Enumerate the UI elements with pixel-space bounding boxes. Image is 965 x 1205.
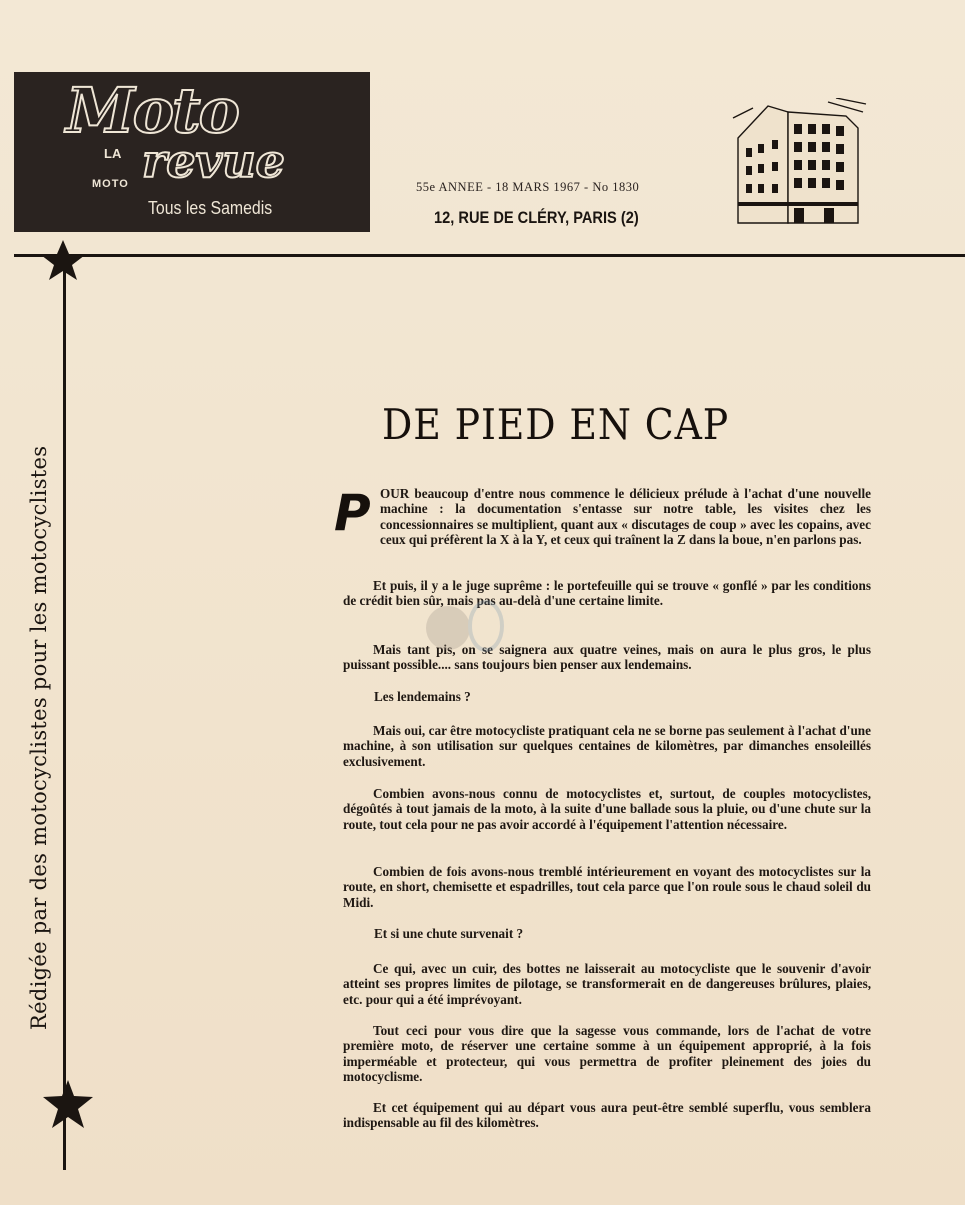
paragraph-7: Combien de fois avons-nous tremblé intérieurement en voyant des motocyclistes sur la route, en short, chemisette et espadrilles, tout cela parce que l'on roule sous le chaud soleil du Midi.: [343, 864, 871, 910]
publisher-address: 12, RUE DE CLÉRY, PARIS (2): [434, 208, 639, 227]
header-rule: [14, 254, 965, 257]
paragraph-11: Et cet équipement qui au départ vous aura peut-être semblé superflu, vous semblera indispensable au fil des kilomètres.: [343, 1100, 871, 1131]
paragraph-10: Tout ceci pour vous dire que la sagesse vous commande, lors de l'achat de votre première moto, de réserver une certaine somme à un équipement approprié, à la fois imperméable et protecteur, qui vous permettra de profiter pleinement des joies du motocyclisme.: [343, 1023, 871, 1085]
logo-word-moto: Moto: [66, 74, 238, 147]
issue-info: 55e ANNEE - 18 MARS 1967 - No 1830: [416, 180, 640, 194]
logo-word-revue: revue: [142, 134, 285, 188]
sidebar-rule: [63, 262, 66, 1170]
star-ornament-top: [38, 238, 88, 282]
paragraph-1: OUR beaucoup d'entre nous commence le délicieux prélude à l'achat d'une nouvelle machine : la documentation s'entasse sur notre table, les visites chez les concessionnaires se multiplient, quant aux « discutages de coup » avec les copains, avec ceux qui préfèrent la X à la Y, et ceux qui traînent la Z dans la boue, n'en parlons pas.: [380, 486, 871, 548]
logo-word-la: LA: [104, 146, 122, 161]
paragraph-3: Mais tant pis, on se saignera aux quatre veines, mais on aura le plus gros, le plus puissant possible.... sans toujours bien penser aux lendemains.: [343, 642, 871, 673]
masthead-logo: [14, 72, 370, 232]
paragraph-5: Mais oui, car être motocycliste pratiquant cela ne se borne pas seulement à l'achat d'une machine, à son utilisation sur quelques centaines de kilomètres, par dimanches ensoleillés exclusivement.: [343, 723, 871, 769]
star-ornament-bottom: [40, 1078, 96, 1130]
sidebar-slogan-text: Rédigée par des motocyclistes pour les motocyclistes: [27, 445, 51, 1030]
logo-tagline: Tous les Samedis: [148, 198, 273, 218]
article-title: DE PIED EN CAP: [382, 400, 730, 449]
drop-cap: P: [334, 484, 371, 542]
paragraph-2: Et puis, il y a le juge suprême : le portefeuille qui se trouve « gonflé » par les conditions de crédit bien sûr, mais pas au-delà d'une certaine limite.: [343, 578, 871, 609]
building-illustration: [728, 98, 868, 228]
paragraph-4: Les lendemains ?: [374, 689, 471, 704]
paragraph-9: Ce qui, avec un cuir, des bottes ne laisserait au motocycliste que le souvenir d'avoir atteint ses propres limites de pilotage, se transformerait en de dangereuses brûlures, plaies, etc. pour qui a été imprévoyant.: [343, 961, 871, 1007]
paragraph-6: Combien avons-nous connu de motocyclistes et, surtout, de couples motocyclistes, dégoûtés à tout jamais de la moto, à la suite d'une ballade sous la pluie, ou d'une chute sur la route, tout cela pour ne pas avoir accordé à l'équipement l'attention nécessaire.: [343, 786, 871, 832]
paragraph-8: Et si une chute survenait ?: [374, 926, 524, 941]
logo-word-moto-small: MOTO: [92, 178, 129, 190]
watermark-stamp: [420, 596, 510, 666]
